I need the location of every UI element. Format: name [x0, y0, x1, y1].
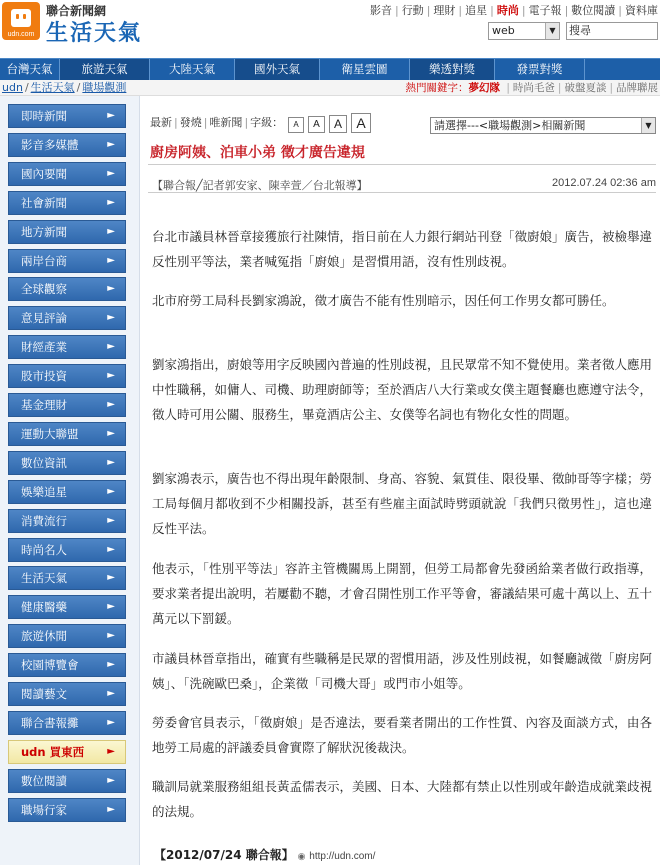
- article-toolbar: [148, 110, 656, 134]
- chevron-right-icon: ►: [107, 254, 115, 266]
- divider: [148, 164, 656, 165]
- sidebar-item[interactable]: [8, 451, 126, 475]
- search-scope-value: web: [492, 24, 515, 37]
- sidebar-item[interactable]: [8, 538, 126, 562]
- sidebar-item-label: 職場行家: [21, 802, 67, 817]
- article-paragraph: 劉家鴻表示，廣告也不得出現年齡限制、身高、容貌、氣質佳、限役畢、徵帥哥等字樣；勞工局每個月都收到不少相關投訴，甚至有些雇主面試時劈頭就說「我們只徵男性」，這也違反性平法。: [152, 471, 653, 536]
- sidebar-item[interactable]: [8, 798, 126, 822]
- separator: |: [521, 4, 526, 17]
- hot-keyword[interactable]: 夢幻隊: [468, 82, 501, 94]
- separator: |: [609, 82, 613, 94]
- hot-keyword-label: 熱門關鍵字：: [405, 82, 469, 94]
- breadcrumb-link[interactable]: 職場觀測: [82, 81, 127, 94]
- top-link[interactable]: 電子報: [528, 4, 562, 17]
- hot-keywords: [406, 80, 658, 96]
- chevron-right-icon: ►: [107, 341, 115, 353]
- network-name[interactable]: 聯合新聞網: [46, 4, 107, 18]
- chevron-right-icon: ►: [107, 456, 115, 468]
- sidebar: [0, 96, 140, 865]
- sidebar-item-label: 校園博覽會: [21, 658, 79, 673]
- separator: |: [564, 4, 569, 17]
- separator: |: [394, 4, 399, 17]
- sidebar-item-label: 地方新聞: [21, 224, 67, 239]
- nav-item[interactable]: 旅遊天氣: [60, 59, 150, 80]
- sidebar-item-label: 運動大聯盟: [21, 426, 79, 441]
- sidebar-item[interactable]: [8, 220, 126, 244]
- toolbar-links: [150, 114, 283, 130]
- sidebar-item[interactable]: [8, 277, 126, 301]
- article-paragraph: 勞委會官員表示，「徵廚娘」是否違法，要看業者開出的工作性質、內容及面談方式，由各地勞工局處的評議委員會實際了解狀況後裁決。: [152, 715, 652, 755]
- top-link[interactable]: 時尚: [496, 4, 519, 17]
- toolbar-link[interactable]: 發燒: [179, 116, 202, 129]
- separator: |: [458, 4, 463, 17]
- separator: |: [490, 4, 494, 17]
- chevron-right-icon: ►: [107, 630, 115, 642]
- breadcrumb-separator: /: [76, 81, 81, 94]
- chevron-right-icon: ►: [107, 370, 115, 382]
- hot-link[interactable]: 時尚毛爸: [512, 82, 555, 94]
- breadcrumb-separator: /: [24, 81, 29, 94]
- article-paragraph: 他表示，「性別平等法」容許主管機關馬上開罰，但勞工局都會先發函給業者做行政指導，要求業者提出說明，若屢勸不聽，才會召開性別工作平等會，審議結果可處十萬以上、五十萬元以下罰鍰。: [152, 561, 653, 626]
- chevron-right-icon: ►: [107, 399, 115, 410]
- logo-subtext: udn.com: [7, 31, 35, 38]
- article-paragraph: 劉家鴻指出，廚娘等用字反映國內普遍的性別歧視，且民眾常不知不覺使用。業者徵人應用中性職稱，如傭人、司機、助理廚師等；至於酒店八大行業或女僕主題餐廳也應遵守法令，徵人時可用公關、服務生，畢竟酒店公主、女僕等名詞也有物化女性的問題。: [152, 357, 653, 422]
- separator: |: [426, 4, 431, 17]
- article-source: [154, 846, 375, 863]
- udn-logo[interactable]: [2, 2, 40, 40]
- chevron-right-icon: ►: [107, 196, 115, 208]
- sidebar-item[interactable]: [8, 393, 126, 417]
- chevron-right-icon: ►: [107, 774, 115, 786]
- chevron-right-icon: ►: [107, 514, 115, 526]
- nav-item[interactable]: 樂透對獎: [410, 59, 495, 80]
- separator: |: [506, 82, 510, 94]
- chevron-right-icon: ►: [107, 745, 115, 757]
- search-input[interactable]: 搜尋: [566, 22, 658, 40]
- sidebar-item[interactable]: [8, 769, 126, 793]
- font-size-m-button[interactable]: A: [329, 115, 347, 133]
- article-paragraph: 北市府勞工局科長劉家鴻說，徵才廣告不能有性別暗示，因任何工作男女都可勝任。: [152, 293, 615, 308]
- sidebar-item-label: 消費流行: [21, 513, 67, 528]
- breadcrumb-link[interactable]: udn: [2, 81, 23, 94]
- chevron-right-icon: ►: [107, 312, 115, 324]
- sidebar-item[interactable]: [8, 595, 126, 619]
- source-label: 【2012/07/24 聯合報】: [154, 848, 294, 862]
- sidebar-item-label: 旅遊休閒: [21, 629, 67, 644]
- sidebar-item[interactable]: [8, 624, 126, 648]
- top-link[interactable]: 理財: [433, 4, 456, 17]
- sidebar-item-label: 基金理財: [21, 398, 67, 412]
- article-paragraph: 台北市議員林晉章接獲旅行社陳情，指日前在人力銀行網站刊登「徵廚娘」廣告，被檢舉違反性別平等法，業者喊冤指「廚娘」是習慣用語，沒有性別歧視。: [152, 229, 653, 269]
- sidebar-item[interactable]: [8, 480, 126, 504]
- chevron-right-icon: ►: [107, 688, 115, 699]
- chevron-right-icon: ►: [107, 601, 115, 613]
- sidebar-item[interactable]: [8, 104, 126, 128]
- sidebar-item[interactable]: [8, 335, 126, 359]
- chevron-right-icon: ►: [107, 225, 115, 237]
- separator: |: [174, 116, 178, 129]
- breadcrumb: [2, 80, 126, 96]
- sidebar-item-label: 健康醫藥: [21, 600, 67, 615]
- sidebar-item-label: 數位資訊: [21, 455, 67, 470]
- sidebar-item[interactable]: [8, 191, 126, 215]
- divider: [148, 192, 656, 193]
- nav-item[interactable]: 發票對獎: [495, 59, 585, 80]
- chevron-right-icon: ►: [107, 716, 115, 728]
- top-link[interactable]: 影音: [369, 4, 392, 17]
- nav-item[interactable]: 台灣天氣: [0, 59, 60, 80]
- sidebar-item-label: 影音多媒體: [21, 137, 79, 152]
- sidebar-item[interactable]: [8, 422, 126, 446]
- breadcrumb-link[interactable]: 生活天氣: [30, 81, 75, 94]
- chevron-right-icon: ►: [107, 427, 115, 439]
- chevron-right-icon: ►: [107, 659, 115, 671]
- related-news-select[interactable]: [430, 117, 656, 134]
- font-size-s-button[interactable]: A: [308, 116, 325, 133]
- sidebar-item-label: 時尚名人: [21, 542, 67, 557]
- sidebar-item[interactable]: [8, 566, 126, 590]
- main-nav: [0, 58, 660, 80]
- sidebar-item-label: 國內要聞: [21, 166, 67, 181]
- sidebar-item-label: 即時新聞: [21, 109, 67, 123]
- globe-icon: ◉: [297, 852, 306, 862]
- article-byline: 【聯合報╱記者郭安家、陳幸萱／台北報導】: [152, 179, 368, 192]
- sidebar-item[interactable]: [8, 653, 126, 677]
- sidebar-item-label: 兩岸台商: [21, 253, 67, 268]
- separator: |: [557, 82, 562, 94]
- chevron-right-icon: ►: [107, 485, 115, 497]
- chevron-down-icon[interactable]: ▼: [545, 23, 559, 39]
- chevron-down-icon[interactable]: ▼: [641, 118, 655, 133]
- logo-face-icon: [11, 9, 31, 27]
- sidebar-item-label: 閱讀藝文: [21, 687, 67, 701]
- font-size-xs-button[interactable]: A: [288, 117, 304, 133]
- separator: |: [618, 4, 622, 17]
- sidebar-item[interactable]: [8, 133, 126, 157]
- chevron-right-icon: ►: [107, 803, 115, 815]
- article-paragraph: 市議員林晉章指出，確實有些職稱是民眾的習慣用語，涉及性別歧視，如餐廳誠徵「廚房阿姨」、「洗碗歐巴桑」，企業徵「司機大哥」或門市小姐等。: [152, 651, 653, 691]
- sidebar-item[interactable]: [8, 509, 126, 533]
- sidebar-item[interactable]: [8, 249, 126, 273]
- site-header: [0, 0, 660, 58]
- separator: |: [203, 116, 208, 129]
- chevron-right-icon: ►: [107, 138, 115, 150]
- chevron-right-icon: ►: [107, 110, 115, 121]
- sidebar-item[interactable]: [8, 162, 126, 186]
- sidebar-item-label: 聯合書報攤: [21, 715, 79, 730]
- sidebar-item[interactable]: [8, 306, 126, 330]
- hot-link[interactable]: 品牌聯展: [616, 82, 658, 94]
- chevron-right-icon: ►: [107, 543, 115, 555]
- chevron-right-icon: ►: [107, 572, 115, 584]
- sidebar-item-label: 數位閱讀: [21, 773, 67, 788]
- sidebar-item-label: 意見評論: [21, 311, 67, 326]
- related-news-select-value: 請選擇---<職場觀測>相關新聞: [434, 119, 586, 132]
- sidebar-item-label: 全球觀察: [21, 282, 67, 297]
- separator: |: [244, 116, 249, 129]
- nav-item[interactable]: 大陸天氣: [150, 59, 235, 80]
- toolbar-link[interactable]: 最新: [150, 116, 172, 129]
- search-scope-select[interactable]: [488, 22, 560, 40]
- brand-title[interactable]: 生活天氣: [46, 20, 143, 46]
- chevron-right-icon: ►: [107, 167, 115, 179]
- sidebar-item[interactable]: [8, 740, 126, 764]
- font-size-label: 字級：: [250, 116, 284, 129]
- sidebar-item[interactable]: [8, 364, 126, 388]
- sidebar-item-label: 財經產業: [21, 340, 67, 355]
- article-date: 2012.07.24 02:36 am: [552, 177, 656, 189]
- sidebar-item-label: 生活天氣: [21, 571, 67, 586]
- article-headline: 廚房阿姨、泊車小弟 徵才廣告違規: [150, 145, 365, 161]
- top-link[interactable]: 數位閱讀: [571, 4, 616, 17]
- nav-item[interactable]: 國外天氣: [235, 59, 320, 80]
- sidebar-item-label: 娛樂追星: [21, 484, 67, 499]
- sidebar-item-label: 社會新聞: [21, 195, 67, 210]
- sidebar-item[interactable]: [8, 682, 126, 706]
- font-size-l-button[interactable]: A: [351, 113, 371, 133]
- hot-link[interactable]: 破盤夏談: [564, 82, 607, 94]
- chevron-right-icon: ►: [107, 283, 115, 295]
- nav-item[interactable]: 衛星雲圖: [320, 59, 410, 80]
- breadcrumb-row: [0, 80, 660, 96]
- source-url[interactable]: http://udn.com/: [309, 851, 376, 862]
- top-link[interactable]: 資料庫: [625, 4, 658, 17]
- sidebar-item-label: udn 買東西: [21, 744, 85, 759]
- sidebar-item[interactable]: [8, 711, 126, 735]
- top-link[interactable]: 行動: [401, 4, 424, 17]
- sidebar-item-label: 股市投資: [21, 369, 67, 384]
- article-paragraph: 職訓局就業服務組組長黃孟儒表示，美國、日本、大陸都有禁止以性別或年齡造成就業歧視的法規。: [152, 779, 653, 819]
- top-links: [370, 2, 658, 18]
- toolbar-link[interactable]: 唯新聞: [209, 116, 243, 129]
- top-link[interactable]: 追星: [465, 4, 488, 17]
